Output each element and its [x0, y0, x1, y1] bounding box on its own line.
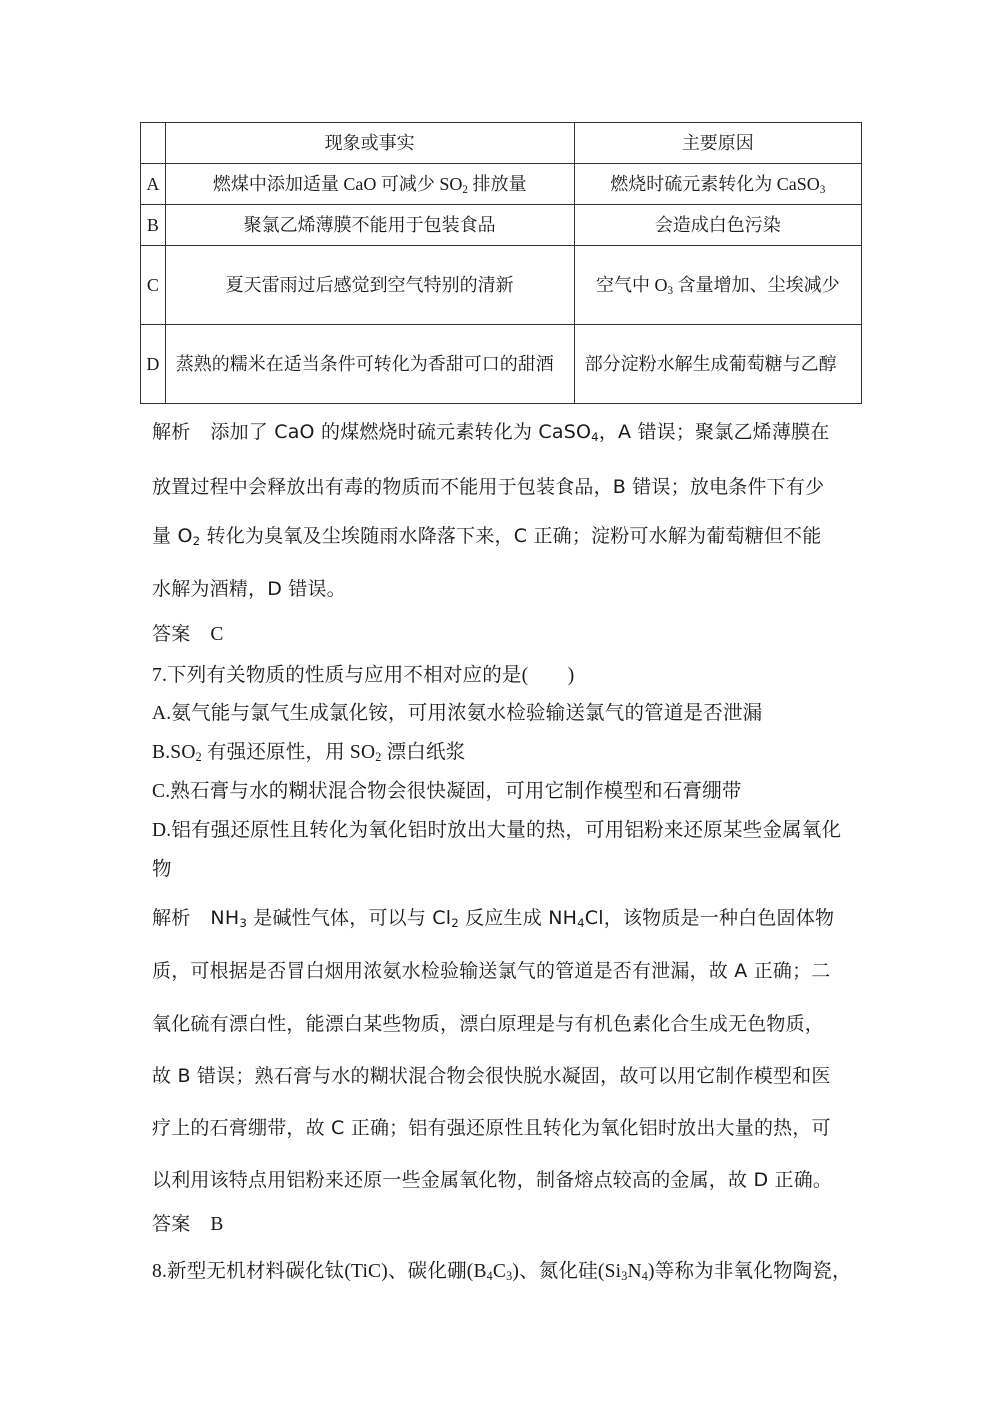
header-reason: 主要原因 [574, 123, 861, 164]
q6-answer [152, 619, 224, 646]
q6-analysis-line: 水解为酒精，D 错误。 [152, 578, 346, 600]
q7-answer [152, 1209, 224, 1236]
answer-value: B [210, 1214, 224, 1235]
row-phenomenon: 燃煤中添加适量 CaO 可减少 $SO_2$ 排放量 [165, 164, 574, 205]
q6-analysis-line: 放置过程中会释放出有毒的物质而不能用于包装食品，B 错误；放电条件下有少 [152, 476, 825, 498]
row-reason: 会造成白色污染 [574, 205, 861, 246]
row-phenomenon: 夏天雷雨过后感觉到空气特别的清新 [165, 246, 574, 325]
row-label: C [141, 246, 166, 325]
row-reason-cell [574, 325, 861, 404]
q8-stem: 8.新型无机材料碳化钛(TiC)、碳化硼$(B_4C_3)$、氮化硅$(Si_3N_4)$等称为非氧化物陶瓷， [152, 1261, 852, 1284]
row-label: D [141, 325, 166, 404]
answer-label: 答案 [152, 1213, 191, 1235]
table-row [141, 164, 862, 205]
row-reason: 燃烧时硫元素转化为 CaSO$_3$ [574, 164, 861, 205]
analysis-label: 解析 [152, 907, 191, 929]
q7-option-a: A.氨气能与氯气生成氯化铵，可用浓氨水检验输送氯气的管道是否泄漏 [152, 703, 763, 724]
row-reason: 空气中 $O_3$ 含量增加、尘埃减少 [596, 274, 840, 297]
answer-value: C [210, 624, 224, 645]
table-row [141, 205, 862, 246]
q7-analysis-line: 故 B 错误；熟石膏与水的糊状混合物会很快脱水凝固，故可以用它制作模型和医 [152, 1065, 831, 1087]
q7-analysis-line [152, 903, 834, 930]
analysis-label: 解析 [152, 421, 191, 443]
q7-analysis-line: 以利用该特点用铝粉来还原一些金属氧化物，制备熔点较高的金属，故 D 正确。 [152, 1169, 833, 1191]
table-row [141, 325, 862, 404]
q7-analysis-line: 质，可根据是否冒白烟用浓氨水检验输送氯气的管道是否有泄漏，故 A 正确；二 [152, 960, 831, 982]
q6-analysis-line [152, 417, 829, 444]
row-label: B [141, 205, 166, 246]
q7-stem: 7.下列有关物质的性质与应用不相对应的是( ) [152, 665, 575, 686]
row-phenomenon: 聚氯乙烯薄膜不能用于包装食品 [165, 205, 574, 246]
analysis-text: 添加了 CaO 的煤燃烧时硫元素转化为 CaSO$_4$，A 错误；聚氯乙烯薄膜在 [210, 421, 830, 444]
q7-option-c: C.熟石膏与水的糊状混合物会很快凝固，可用它制作模型和石膏绷带 [152, 781, 742, 802]
row-reason-cell [574, 246, 861, 325]
header-label-cell [141, 123, 166, 164]
q7-option-b: $B.SO_2$ 有强还原性，用 $SO_2$ 漂白纸浆 [152, 742, 466, 765]
row-label: A [141, 164, 166, 205]
answer-label: 答案 [152, 623, 191, 645]
row-reason: 部分淀粉水解生成葡萄糖与乙醇 [584, 353, 837, 374]
q7-option-d: D.铝有强还原性且转化为氧化铝时放出大量的热，可用铝粉来还原某些金属氧化 [152, 820, 842, 841]
q7-analysis-line: 氧化硫有漂白性，能漂白某些物质，漂白原理是与有机色素化合生成无色物质， [152, 1013, 825, 1035]
analysis-text: $NH_3$ 是碱性气体，可以与 $Cl_2$ 反应生成 $NH_4Cl$，该物质是一种白色固体物 [210, 907, 835, 930]
table-row [141, 246, 862, 325]
header-phenomenon: 现象或事实 [165, 123, 574, 164]
row-phenomenon-cell [165, 325, 574, 404]
row-phenomenon: 蒸熟的糯米在适当条件可转化为香甜可口的甜酒 [175, 353, 554, 374]
q7-option-d-cont: 物 [152, 859, 172, 880]
q7-analysis-line: 疗上的石膏绷带，故 C 正确；铝有强还原性且转化为氧化铝时放出大量的热，可 [152, 1117, 831, 1139]
options-table [140, 122, 862, 404]
q6-analysis-line: 量 $O_2$ 转化为臭氧及尘埃随雨水降落下来，C 正确；淀粉可水解为葡萄糖但不能 [152, 525, 822, 548]
table-header-row [141, 123, 862, 164]
